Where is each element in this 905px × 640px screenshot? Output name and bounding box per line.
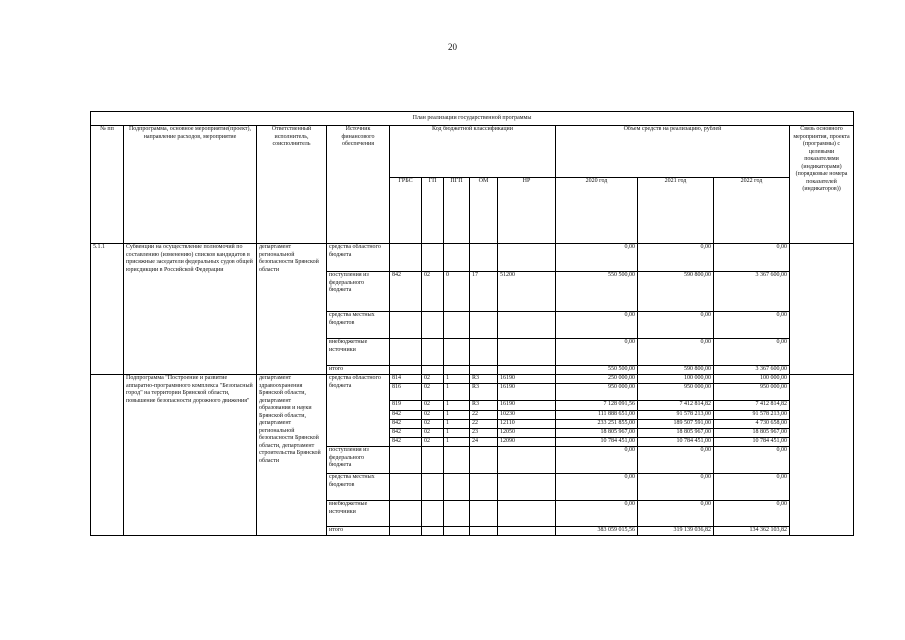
source-cell: поступления из федерального бюджета xyxy=(327,272,390,312)
title-row xyxy=(91,112,854,126)
np-cell xyxy=(498,366,556,375)
om-cell: 22 xyxy=(470,420,498,429)
value-2022: 100 000,00 xyxy=(714,375,790,384)
header-link: Связь основного мероприятия, проекта (программы) с целевыми показателями (индикаторами) (порядковые номера показателей (индикаторов)) xyxy=(790,126,854,244)
om-cell: 23 xyxy=(470,429,498,438)
value-2021: 10 784 451,00 xyxy=(638,438,714,447)
source-cell: внебюджетные источники xyxy=(327,339,390,366)
page-number: 20 xyxy=(448,42,457,52)
value-2021: 7 412 814,82 xyxy=(638,401,714,411)
pgp-cell xyxy=(444,312,470,339)
gp-cell xyxy=(422,527,444,536)
header-source: Источник финансового обеспечения xyxy=(327,126,390,244)
value-2020: 950 000,00 xyxy=(556,384,638,401)
grbs-cell: 814 xyxy=(390,375,422,384)
value-2022: 7 412 814,82 xyxy=(714,401,790,411)
source-cell: средства областного бюджета xyxy=(327,375,390,447)
header-om: ОМ xyxy=(470,178,498,244)
grbs-cell xyxy=(390,447,422,474)
om-cell: 24 xyxy=(470,438,498,447)
grbs-cell: 842 xyxy=(390,272,422,312)
value-2022: 134 362 103,82 xyxy=(714,527,790,536)
value-2020: 250 000,00 xyxy=(556,375,638,384)
value-2022: 18 805 967,00 xyxy=(714,429,790,438)
np-cell xyxy=(498,474,556,501)
np-cell: 16190 xyxy=(498,375,556,384)
header-subprogram: Подпрограмма, основное мероприятие(проект), направление расходов, мероприятие xyxy=(124,126,257,244)
np-cell: 10230 xyxy=(498,411,556,420)
value-2021: 590 800,00 xyxy=(638,272,714,312)
value-2020: 10 784 451,00 xyxy=(556,438,638,447)
source-cell: средства местных бюджетов xyxy=(327,474,390,501)
header-2022: 2022 год xyxy=(714,178,790,244)
np-cell xyxy=(498,447,556,474)
value-2020: 18 805 967,00 xyxy=(556,429,638,438)
value-2021: 100 000,00 xyxy=(638,375,714,384)
grbs-cell xyxy=(390,474,422,501)
gp-cell: 02 xyxy=(422,420,444,429)
source-cell: итого xyxy=(327,366,390,375)
pgp-cell xyxy=(444,474,470,501)
gp-cell: 02 xyxy=(422,384,444,401)
gp-cell: 02 xyxy=(422,401,444,411)
table-title: План реализации государственной программы xyxy=(91,112,854,126)
header-2021: 2021 год xyxy=(638,178,714,244)
value-2020: 550 500,00 xyxy=(556,272,638,312)
pgp-cell xyxy=(444,366,470,375)
np-cell: 16190 xyxy=(498,384,556,401)
om-cell xyxy=(470,339,498,366)
pgp-cell xyxy=(444,527,470,536)
value-2022: 0,00 xyxy=(714,312,790,339)
pgp-cell xyxy=(444,447,470,474)
value-2020: 7 128 091,56 xyxy=(556,401,638,411)
header-volume: Объем средств на реализацию, рублей xyxy=(556,126,790,178)
source-cell: средства областного бюджета xyxy=(327,244,390,272)
om-cell xyxy=(470,527,498,536)
om-cell xyxy=(470,244,498,272)
pgp-cell: 1 xyxy=(444,401,470,411)
om-cell: 17 xyxy=(470,272,498,312)
np-cell xyxy=(498,244,556,272)
value-2021: 950 000,00 xyxy=(638,384,714,401)
gp-cell xyxy=(422,501,444,527)
np-cell: 16190 xyxy=(498,401,556,411)
value-2020: 0,00 xyxy=(556,312,638,339)
value-2022: 0,00 xyxy=(714,501,790,527)
grbs-cell: 819 xyxy=(390,401,422,411)
np-cell: 12110 xyxy=(498,420,556,429)
value-2022: 0,00 xyxy=(714,339,790,366)
value-2020: 383 059 015,56 xyxy=(556,527,638,536)
gp-cell: 02 xyxy=(422,411,444,420)
om-cell xyxy=(470,366,498,375)
value-2020: 0,00 xyxy=(556,339,638,366)
pgp-cell xyxy=(444,339,470,366)
source-cell: итого xyxy=(327,527,390,536)
grbs-cell xyxy=(390,366,422,375)
np-cell xyxy=(498,501,556,527)
gp-cell xyxy=(422,447,444,474)
value-2020: 111 888 651,00 xyxy=(556,411,638,420)
grbs-cell: 842 xyxy=(390,420,422,429)
om-cell: 22 xyxy=(470,411,498,420)
value-2020: 0,00 xyxy=(556,501,638,527)
np-cell: 51200 xyxy=(498,272,556,312)
value-2021: 0,00 xyxy=(638,339,714,366)
block1-link xyxy=(790,244,854,375)
value-2022: 0,00 xyxy=(714,474,790,501)
value-2021: 18 805 967,00 xyxy=(638,429,714,438)
header-executor: Ответственный исполнитель, соисполнитель xyxy=(257,126,327,244)
gp-cell xyxy=(422,244,444,272)
value-2021: 91 578 213,00 xyxy=(638,411,714,420)
pgp-cell: 1 xyxy=(444,429,470,438)
gp-cell xyxy=(422,312,444,339)
om-cell xyxy=(470,474,498,501)
header-row xyxy=(91,126,854,178)
gp-cell xyxy=(422,474,444,501)
om-cell: R3 xyxy=(470,401,498,411)
om-cell xyxy=(470,447,498,474)
pgp-cell: 1 xyxy=(444,411,470,420)
value-2022: 4 730 658,00 xyxy=(714,420,790,429)
source-cell: средства местных бюджетов xyxy=(327,312,390,339)
np-cell xyxy=(498,527,556,536)
pgp-cell: 1 xyxy=(444,384,470,401)
plan-table xyxy=(90,111,854,536)
source-cell: внебюджетные источники xyxy=(327,501,390,527)
om-cell: R3 xyxy=(470,384,498,401)
header-pgp: ПГП xyxy=(444,178,470,244)
value-2021: 0,00 xyxy=(638,474,714,501)
block1-name: Субвенции на осуществление полномочий по составлению (изменению) списков кандидатов в присяжные заседатели федеральных судов общей юрисдикции в Российской Федерации xyxy=(124,244,257,375)
grbs-cell: 816 xyxy=(390,384,422,401)
value-2022: 0,00 xyxy=(714,447,790,474)
table-row xyxy=(91,244,854,272)
value-2020: 0,00 xyxy=(556,447,638,474)
value-2022: 91 578 213,00 xyxy=(714,411,790,420)
gp-cell: 02 xyxy=(422,429,444,438)
gp-cell xyxy=(422,339,444,366)
block2-executor: департамент здравоохранения Брянской области, департамент образования и науки Брянской области, департамент региональной безопасности Брянской области, департамент строительства Брянской области xyxy=(257,375,327,536)
value-2022: 3 367 600,00 xyxy=(714,366,790,375)
np-cell xyxy=(498,339,556,366)
grbs-cell: 842 xyxy=(390,438,422,447)
block2-link xyxy=(790,375,854,536)
pgp-cell: 0 xyxy=(444,272,470,312)
value-2022: 950 000,00 xyxy=(714,384,790,401)
value-2021: 0,00 xyxy=(638,447,714,474)
value-2021: 590 800,00 xyxy=(638,366,714,375)
source-cell: поступления из федерального бюджета xyxy=(327,447,390,474)
value-2022: 0,00 xyxy=(714,244,790,272)
value-2021: 0,00 xyxy=(638,501,714,527)
om-cell xyxy=(470,501,498,527)
gp-cell: 02 xyxy=(422,375,444,384)
grbs-cell xyxy=(390,339,422,366)
gp-cell: 02 xyxy=(422,272,444,312)
header-gp: ГП xyxy=(422,178,444,244)
pgp-cell xyxy=(444,244,470,272)
block1-executor: департамент региональной безопасности Брянской области xyxy=(257,244,327,375)
grbs-cell xyxy=(390,244,422,272)
om-cell xyxy=(470,312,498,339)
block2-no xyxy=(91,375,124,536)
pgp-cell: 1 xyxy=(444,438,470,447)
value-2021: 189 507 591,00 xyxy=(638,420,714,429)
np-cell: 12090 xyxy=(498,438,556,447)
block2-name: Подпрограмма "Построение и развитие аппаратно-программного комплекса "Безопасный город" на территории Брянской области, повышение безопасности дорожного движения" xyxy=(124,375,257,536)
value-2020: 233 251 855,00 xyxy=(556,420,638,429)
pgp-cell: 1 xyxy=(444,420,470,429)
value-2021: 319 139 036,82 xyxy=(638,527,714,536)
om-cell: R3 xyxy=(470,375,498,384)
grbs-cell: 842 xyxy=(390,429,422,438)
value-2022: 10 784 451,00 xyxy=(714,438,790,447)
header-2020: 2020 год xyxy=(556,178,638,244)
value-2020: 0,00 xyxy=(556,474,638,501)
header-budget-code: Код бюджетной классификации xyxy=(390,126,556,178)
value-2022: 3 367 600,00 xyxy=(714,272,790,312)
value-2021: 0,00 xyxy=(638,244,714,272)
pgp-cell: 1 xyxy=(444,375,470,384)
value-2020: 550 500,00 xyxy=(556,366,638,375)
header-np: НР xyxy=(498,178,556,244)
block1-no: 5.1.1 xyxy=(91,244,124,375)
gp-cell: 02 xyxy=(422,438,444,447)
header-no: № пп xyxy=(91,126,124,244)
grbs-cell xyxy=(390,501,422,527)
np-cell xyxy=(498,312,556,339)
header-grbs: ГРБС xyxy=(390,178,422,244)
table-row xyxy=(91,375,854,384)
grbs-cell: 842 xyxy=(390,411,422,420)
value-2020: 0,00 xyxy=(556,244,638,272)
grbs-cell xyxy=(390,312,422,339)
np-cell: 12050 xyxy=(498,429,556,438)
gp-cell xyxy=(422,366,444,375)
grbs-cell xyxy=(390,527,422,536)
value-2021: 0,00 xyxy=(638,312,714,339)
pgp-cell xyxy=(444,501,470,527)
